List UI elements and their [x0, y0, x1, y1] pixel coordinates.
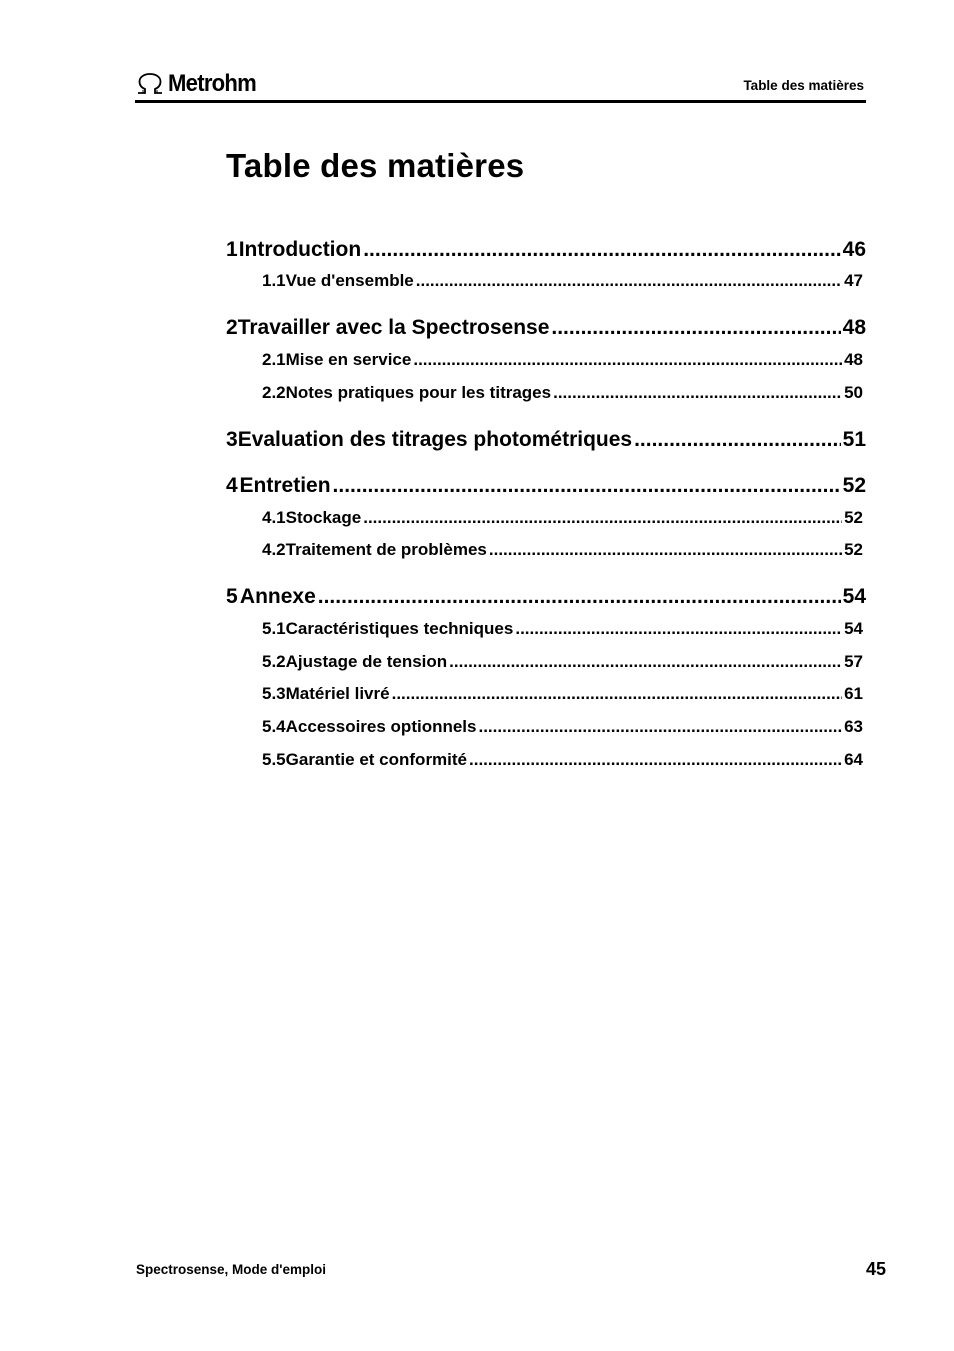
toc-section-5-1[interactable] [262, 619, 863, 639]
toc-title: Introduction [238, 238, 362, 261]
toc-number: 2 [226, 316, 238, 339]
leader-dots [551, 316, 840, 340]
leader-dots [449, 652, 842, 672]
leader-dots [515, 619, 842, 639]
leader-dots [333, 474, 841, 498]
brand-logo [135, 69, 264, 99]
toc-number: 4.2 [262, 540, 286, 559]
toc-title: Caractéristiques techniques [285, 619, 514, 638]
toc-section-5-2[interactable] [262, 652, 863, 672]
leader-dots [634, 428, 841, 452]
brand-name: Metrohm [168, 70, 257, 97]
toc-section-5-5[interactable] [262, 750, 863, 770]
leader-dots [363, 508, 842, 528]
leader-dots [416, 271, 842, 291]
toc-page: 64 [844, 750, 863, 769]
leader-dots [318, 585, 841, 609]
toc-title: Mise en service [285, 350, 412, 369]
toc-page: 48 [842, 316, 866, 339]
header-section-title: Table des matières [743, 78, 864, 93]
toc-title: Notes pratiques pour les titrages [285, 383, 552, 402]
toc-title: Travailler avec la Spectrosense [237, 316, 550, 339]
toc-title: Annexe [239, 585, 316, 608]
toc-number: 4.1 [262, 508, 286, 527]
toc-number: 5.5 [262, 750, 286, 769]
leader-dots [553, 383, 842, 403]
toc-section-5-3[interactable] [262, 684, 863, 704]
toc-page: 50 [844, 383, 863, 402]
toc-chapter-5[interactable] [226, 585, 866, 609]
toc-title: Traitement de problèmes [285, 540, 487, 559]
page-title: Table des matières [226, 147, 525, 184]
toc-number: 2.2 [262, 383, 286, 402]
toc-title: Matériel livré [285, 684, 390, 703]
toc-number: 5.1 [262, 619, 286, 638]
toc-page: 54 [844, 619, 863, 638]
toc-title: Accessoires optionnels [285, 717, 477, 736]
toc-page: 61 [844, 684, 863, 703]
toc-title: Evaluation des titrages photométriques [237, 428, 633, 451]
leader-dots [392, 684, 842, 704]
toc-page: 52 [844, 508, 863, 527]
toc-number: 3 [226, 428, 238, 451]
toc-section-2-2[interactable] [262, 383, 863, 403]
toc-title: Garantie et conformité [285, 750, 468, 769]
toc-page: 54 [842, 585, 866, 608]
leader-dots [413, 350, 842, 370]
toc-title: Entretien [239, 474, 331, 497]
toc-chapter-4[interactable] [226, 474, 866, 498]
toc-page: 52 [842, 474, 866, 497]
omega-icon [135, 72, 165, 96]
toc-section-4-2[interactable] [262, 540, 863, 560]
toc-number: 5 [226, 585, 238, 608]
toc-number: 1 [226, 238, 238, 261]
leader-dots [363, 238, 840, 262]
toc-section-4-1[interactable] [262, 508, 863, 528]
page-header [135, 62, 866, 103]
toc-section-5-4[interactable] [262, 717, 863, 737]
toc-number: 5.2 [262, 652, 286, 671]
footer-document-name: Spectrosense, Mode d'emploi [136, 1262, 327, 1277]
toc-page: 57 [844, 652, 863, 671]
toc-number: 4 [226, 474, 238, 497]
toc-page: 63 [844, 717, 863, 736]
toc-title: Ajustage de tension [285, 652, 448, 671]
toc-number: 5.3 [262, 684, 286, 703]
footer-page-number: 45 [865, 1259, 886, 1279]
toc-page: 46 [842, 238, 866, 261]
toc-title: Vue d'ensemble [285, 271, 414, 290]
toc-chapter-1[interactable] [226, 238, 866, 262]
toc-page: 51 [842, 428, 866, 451]
toc-number: 5.4 [262, 717, 286, 736]
toc-page: 47 [844, 271, 863, 290]
toc-chapter-2[interactable] [226, 316, 866, 340]
toc-section-2-1[interactable] [262, 350, 863, 370]
toc-number: 1.1 [262, 271, 286, 290]
toc-page: 52 [844, 540, 863, 559]
toc-section-1-1[interactable] [262, 271, 863, 291]
toc-chapter-3[interactable] [226, 428, 866, 452]
leader-dots [489, 540, 842, 560]
toc-number: 2.1 [262, 350, 286, 369]
toc-title: Stockage [285, 508, 362, 527]
toc-page: 48 [844, 350, 863, 369]
leader-dots [478, 717, 842, 737]
leader-dots [469, 750, 842, 770]
